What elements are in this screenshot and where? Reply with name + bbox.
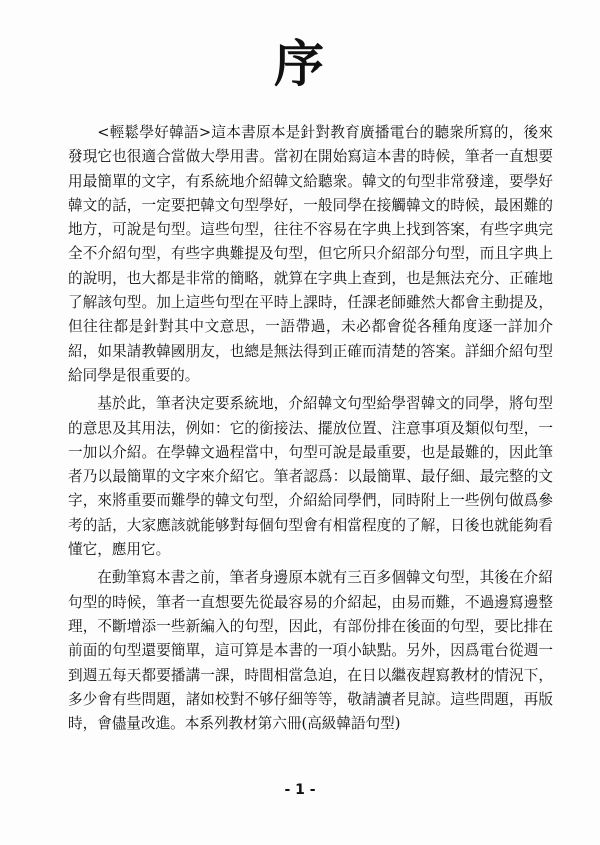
body-text bbox=[68, 121, 553, 740]
page-number: - 1 - bbox=[284, 782, 316, 798]
paragraph-2: 基於此，筆者決定要系統地，介紹韓文句型給學習韓文的同學，將句型的意思及其用法，例如：它的銜接法、擺放位置、注意事項及類似句型，一一加以介紹。在學韓文過程當中，句型可說是最重要，也是最難的，因此筆者乃以最簡單的文字來介紹它。筆者認爲：以最簡單、最仔細、最完整的文字，來將重要而難學的韓文句型，介紹給同學們，同時附上一些例句做爲參考的話，大家應該就能够對每個句型會有相當程度的了解，日後也就能夠看懂它，應用它。 bbox=[68, 395, 553, 559]
paragraph-3: 在動筆寫本書之前，筆者身邊原本就有三百多個韓文句型，其後在介紹句型的時候，筆者一直想要先從最容易的介紹起，由易而難，不過邊寫邊整理，不斷增添一些新編入的句型，因此，有部份排在後面的句型，要比排在前面的句型還要簡單，這可算是本書的一項小缺點。另外，因爲電台從週一到週五每天都要播講一課，時間相當急迫，在日以繼夜趕寫教材的情況下，多少會有些問題，諸如校對不够仔細等等，敬請讀者見諒。這些問題，再版時，會儘量改進。本系列教材第六冊(高級韓語句型) bbox=[68, 569, 553, 733]
paragraph-1: <輕鬆學好韓語>這本書原本是針對教育廣播電台的聽衆所寫的，後來發現它也很適合當做大學用書。當初在開始寫這本書的時候，筆者一直想要用最簡單的文字，有系統地介紹韓文給聽衆。韓文的句型非常發達，要學好韓文的話，一定要把韓文句型學好，一般同學在接觸韓文的時候，最困難的地方，可說是句型。這些句型，往往不容易在字典上找到答案，有些字典完全不介紹句型，有些字典難提及句型，但它所只介紹部分句型，而且字典上的說明，也大都是非常的簡略，就算在字典上查到，也是無法充分、正確地了解該句型。加上這些句型在平時上課時，任課老師雖然大都會主動提及，但往往都是針對其中文意思，一語帶過，未必都會從各種角度逐一詳加介紹，如果請教韓國朋友，也總是無法得到正確而清楚的答案。詳細介紹句型給同學是很重要的。 bbox=[68, 124, 553, 384]
page-title: 序 bbox=[274, 34, 326, 93]
